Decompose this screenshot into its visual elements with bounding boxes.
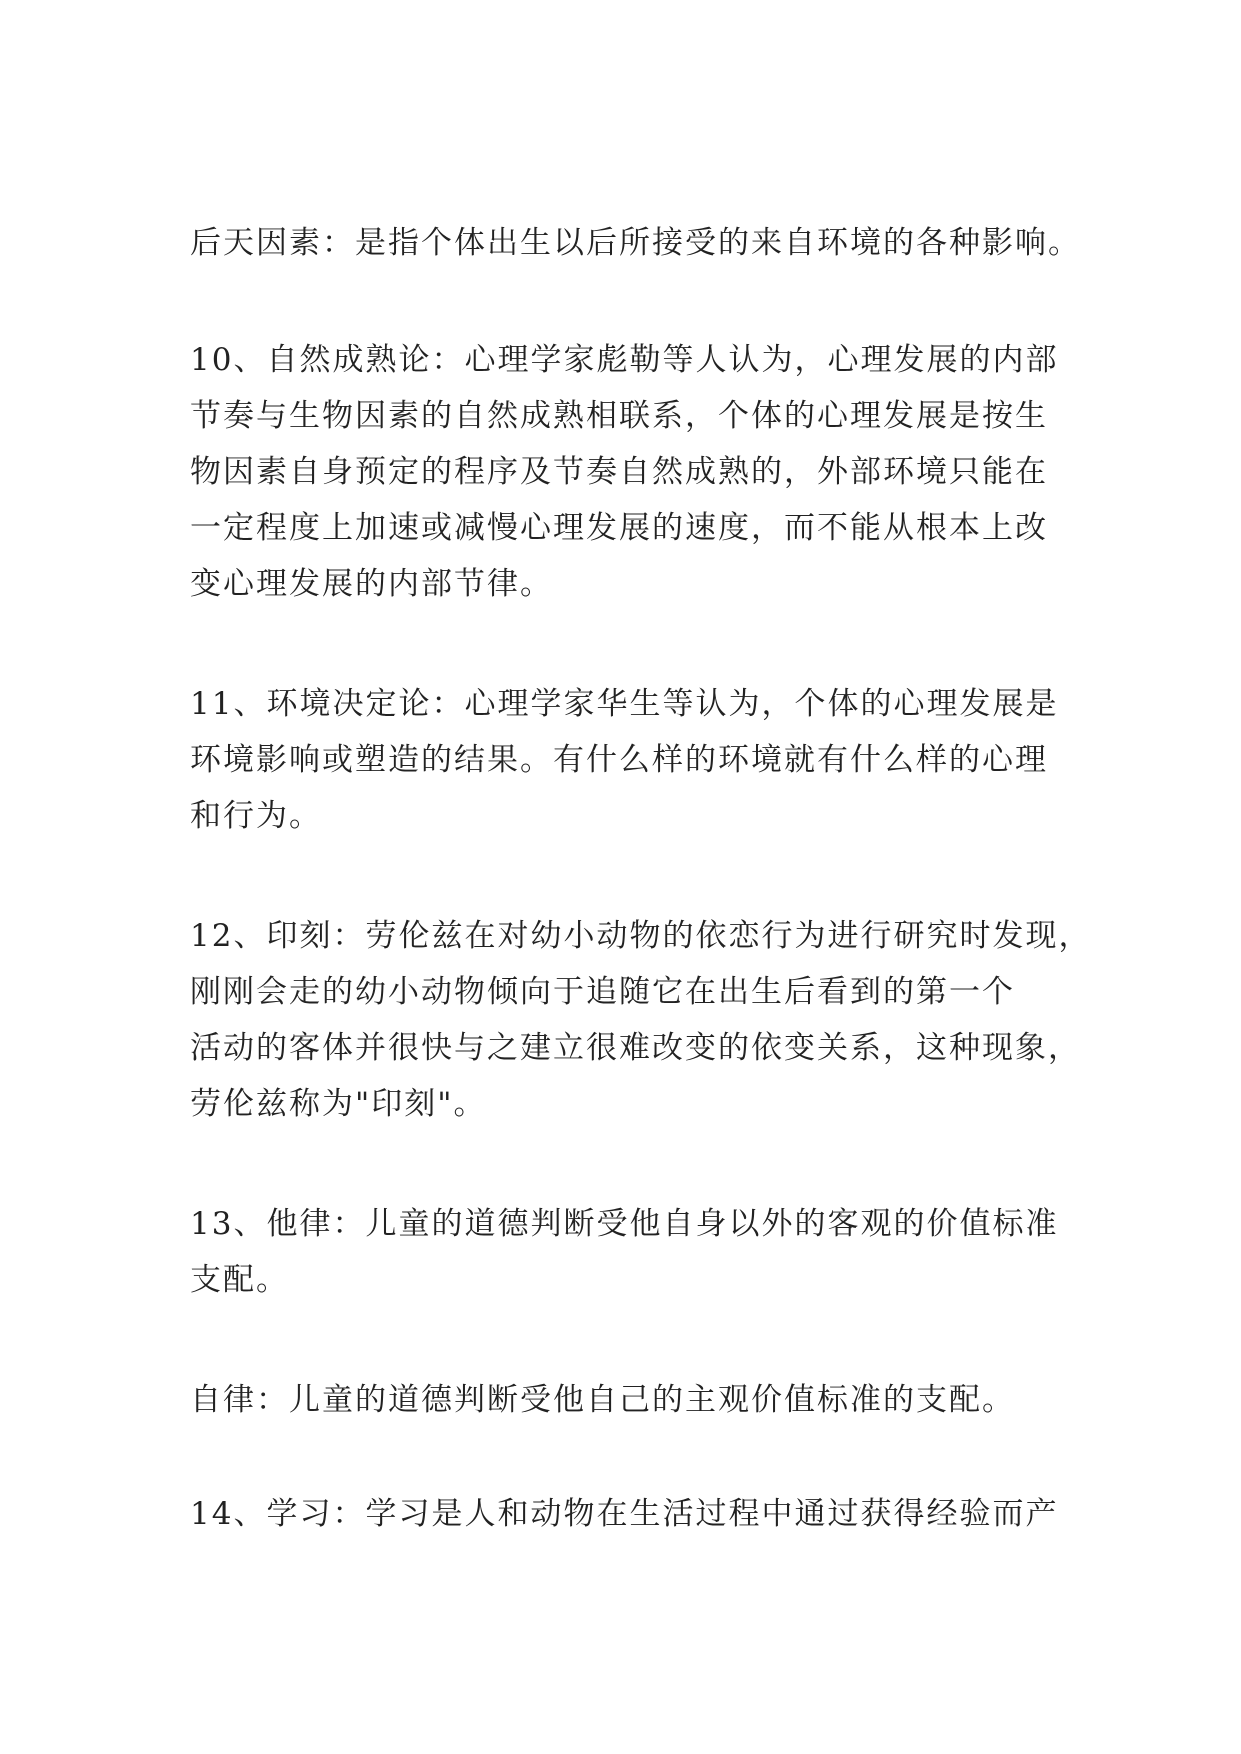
text-line: 物因素自身预定的程序及节奏自然成熟的，外部环境只能在 [190,454,1048,490]
text-line: 自律：儿童的道德判断受他自己的主观价值标准的支配。 [190,1382,1015,1418]
text-line: 变心理发展的内部节律。 [190,566,553,602]
text-line: 11、环境决定论：心理学家华生等认为，个体的心理发展是 [190,686,1059,722]
text-line: 10、自然成熟论：心理学家彪勒等人认为，心理发展的内部 [190,342,1059,378]
paragraph-imprinting [190,908,1092,1132]
text-line: 环境影响或塑造的结果。有什么样的环境就有什么样的心理 [190,742,1048,778]
text-line: 12、印刻：劳伦兹在对幼小动物的依恋行为进行研究时发现， [190,918,1092,954]
paragraph-environmental-determinism [190,676,1070,844]
text-line: 14、学习：学习是人和动物在生活过程中通过获得经验而产 [190,1496,1059,1532]
paragraph-autonomy [190,1372,1070,1428]
paragraph-acquired-factors [190,215,1081,271]
paragraph-learning [190,1486,1070,1542]
text-line: 后天因素：是指个体出生以后所接受的来自环境的各种影响。 [190,225,1081,261]
text-line: 活动的客体并很快与之建立很难改变的依变关系，这种现象， [190,1030,1081,1066]
text-line: 一定程度上加速或减慢心理发展的速度，而不能从根本上改 [190,510,1048,546]
paragraph-natural-maturation-theory [190,332,1070,612]
paragraph-heteronomy [190,1196,1070,1308]
text-line: 和行为。 [190,798,322,834]
text-line: 刚刚会走的幼小动物倾向于追随它在出生后看到的第一个 [190,974,1015,1010]
text-line: 节奏与生物因素的自然成熟相联系，个体的心理发展是按生 [190,398,1048,434]
text-line: 支配。 [190,1262,289,1298]
text-line: 13、他律：儿童的道德判断受他自身以外的客观的价值标准 [190,1206,1059,1242]
text-line: 劳伦兹称为"印刻"。 [190,1086,487,1122]
